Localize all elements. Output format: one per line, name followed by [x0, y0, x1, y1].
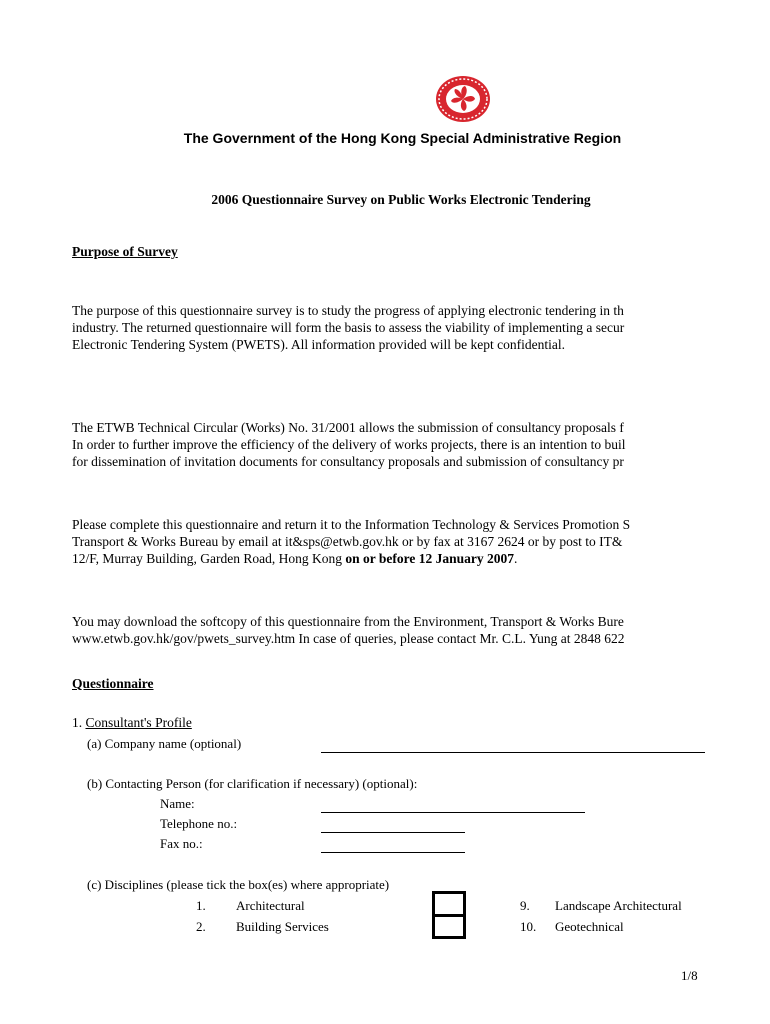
- discipline-number: 1.: [196, 898, 206, 913]
- company-name-field[interactable]: [321, 752, 705, 753]
- government-title: The Government of the Hong Kong Special Administrative Region: [183, 130, 622, 146]
- discipline-number: 2.: [196, 919, 206, 934]
- fax-field[interactable]: [321, 852, 465, 853]
- bauhinia-emblem-icon: [434, 74, 492, 124]
- paragraph-line: for dissemination of invitation documents for consultancy proposals and submission of consultancy pr: [72, 454, 624, 469]
- paragraph-line: industry. The returned questionnaire will form the basis to assess the viability of implementing a secur: [72, 320, 625, 335]
- discipline-label-architectural: Architectural: [236, 898, 305, 913]
- purpose-paragraph-4: [72, 613, 706, 647]
- disciplines-label: (c) Disciplines (please tick the box(es) where appropriate): [87, 877, 390, 892]
- fax-label: Fax no.:: [160, 836, 203, 851]
- discipline-number: 10.: [520, 919, 537, 934]
- address-text: 12/F, Murray Building, Garden Road, Hong Kong: [72, 551, 346, 566]
- name-field[interactable]: [321, 812, 585, 813]
- purpose-paragraph-2: [72, 419, 706, 470]
- discipline-label-landscape-architectural: Landscape Architectural: [555, 898, 682, 913]
- telephone-field[interactable]: [321, 832, 465, 833]
- period: .: [514, 551, 518, 566]
- purpose-paragraph-3: [72, 516, 706, 567]
- purpose-heading: Purpose of Survey: [72, 244, 178, 259]
- name-label: Name:: [160, 796, 195, 811]
- purpose-paragraph-1: [72, 302, 706, 353]
- questionnaire-heading: Questionnaire: [72, 676, 154, 691]
- deadline-text: on or before 12 January 2007: [345, 551, 515, 566]
- section-title: Consultant's Profile: [85, 715, 192, 730]
- hksar-emblem: [434, 74, 492, 124]
- contact-person-label: (b) Contacting Person (for clarification if necessary) (optional):: [87, 776, 418, 791]
- discipline-label-geotechnical: Geotechnical: [555, 919, 624, 934]
- page-number: 1/8: [681, 968, 698, 983]
- paragraph-line: [72, 550, 706, 567]
- survey-title: 2006 Questionnaire Survey on Public Works Electronic Tendering: [211, 192, 591, 207]
- paragraph-line: In order to further improve the efficiency of the delivery of works projects, there is an intention to buil: [72, 437, 626, 452]
- discipline-label-building-services: Building Services: [236, 919, 329, 934]
- checkbox-building-services[interactable]: [432, 914, 466, 939]
- paragraph-line: The ETWB Technical Circular (Works) No. 31/2001 allows the submission of consultancy proposals f: [72, 420, 624, 435]
- paragraph-line: Electronic Tendering System (PWETS). All information provided will be kept confidential.: [72, 337, 565, 352]
- telephone-label: Telephone no.:: [160, 816, 238, 831]
- paragraph-line: Transport & Works Bureau by email at it&sps@etwb.gov.hk or by fax at 3167 2624 or by post to IT&: [72, 534, 623, 549]
- paragraph-line: The purpose of this questionnaire survey is to study the progress of applying electronic tendering in th: [72, 303, 624, 318]
- section-1-heading: [72, 714, 192, 731]
- section-number: 1.: [72, 715, 86, 730]
- paragraph-line: www.etwb.gov.hk/gov/pwets_survey.htm In case of queries, please contact Mr. C.L. Yung at 2848 622: [72, 631, 625, 646]
- discipline-number: 9.: [520, 898, 530, 913]
- paragraph-line: Please complete this questionnaire and return it to the Information Technology & Services Promotion S: [72, 517, 631, 532]
- paragraph-line: You may download the softcopy of this questionnaire from the Environment, Transport & Works Bure: [72, 614, 624, 629]
- company-name-label: (a) Company name (optional): [87, 736, 242, 751]
